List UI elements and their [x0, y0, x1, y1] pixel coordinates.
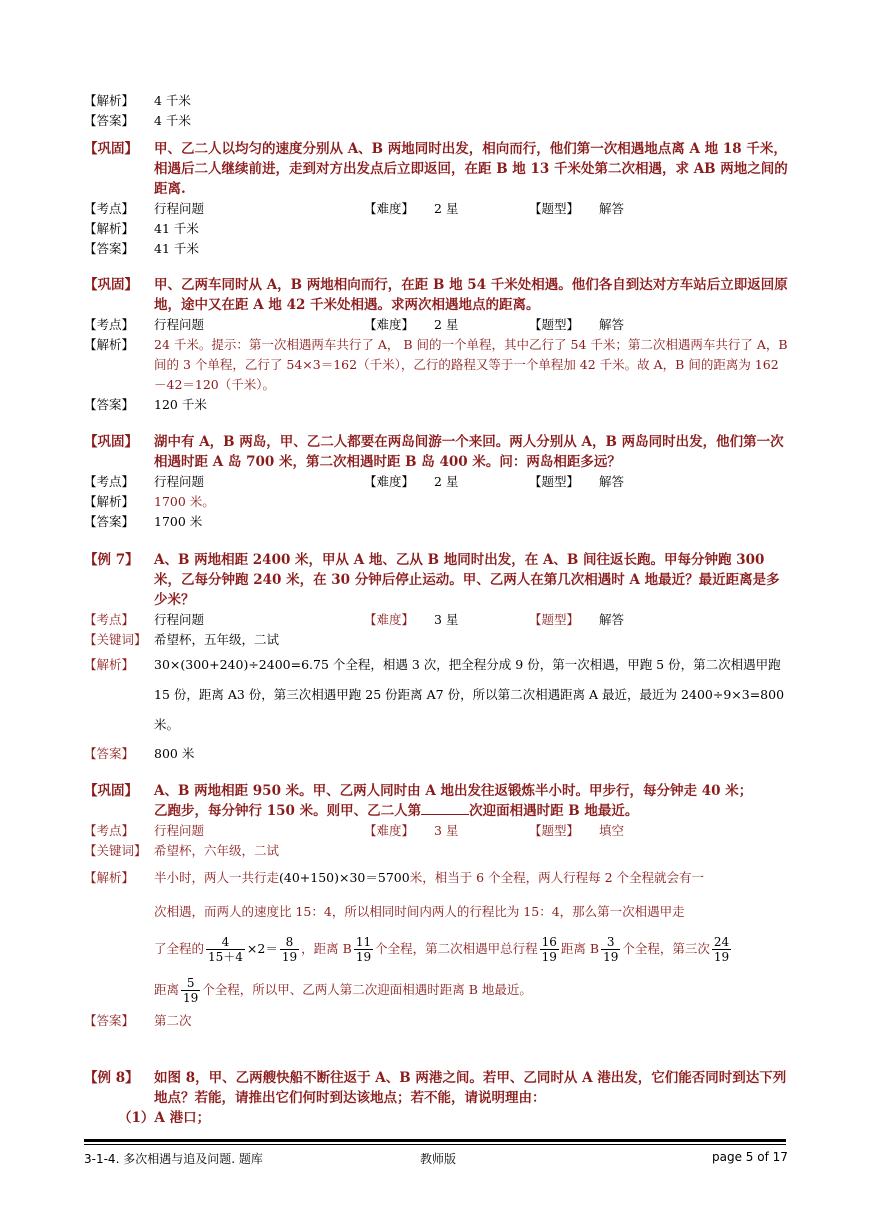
- daan-text: 第二次: [154, 1013, 192, 1028]
- jiexi-text: 24 千米。提示：第一次相遇两车共行了 A， B 间的一个单程，其中乙行了 54 千米；第二次相遇两车共行了 A，B 间的 3 个单程，乙行了 54×3＝162（千米），乙行的路程又等于一个单程加 42 千米。故 A，B 间的距离为 162－42＝120（千米）。: [154, 337, 788, 392]
- kaodian-label: 【考点】: [84, 474, 135, 489]
- jiexi-line1c: 米，相当于 6 个全程，两人行程每 2 个全程就会有一: [409, 870, 705, 885]
- question-lead: 【巩固】: [84, 434, 138, 450]
- jiexi-line3: [154, 929, 789, 969]
- footer-page-number: page 5 of 17: [712, 1150, 788, 1164]
- footer-center: 教师版: [420, 1152, 457, 1166]
- block-answer-prev: [84, 91, 789, 131]
- tixing-value: 解答: [599, 317, 625, 332]
- block-gonggu-1: [84, 139, 789, 259]
- guanjianci-text: 希望杯，六年级，二试: [154, 843, 280, 858]
- tixing-value: 解答: [599, 612, 625, 627]
- kaodian-value: 行程问题: [154, 612, 205, 627]
- question-text: A、B 两地相距 2400 米，甲从 A 地、乙从 B 地同时出发，在 A、B 间往返长跑。甲每分钟跑 300 米，乙每分钟跑 240 米，在 30 分钟后停止运动。甲、乙两人在第几次相遇时 A 地最近？最近距离是多少米？: [154, 552, 780, 608]
- daan-text: 120 千米: [154, 397, 207, 412]
- kaodian-label: 【考点】: [84, 201, 135, 216]
- fraction: [354, 935, 373, 964]
- frac-num: 8: [280, 935, 299, 950]
- nandu-value: 2 星: [434, 317, 459, 332]
- question-text: 湖中有 A，B 两岛，甲、乙二人都要在两岛间游一个来回。两人分别从 A，B 两岛同时出发，他们第一次相遇时距 A 岛 700 米，第二次相遇时距 B 岛 400 米。问：两岛相距多远？: [154, 434, 784, 470]
- nandu-label: 【难度】: [364, 317, 415, 332]
- question-lead: 【巩固】: [84, 783, 138, 799]
- daan-label: 【答案】: [84, 397, 135, 412]
- guanjianci-label: 【关键词】: [84, 843, 147, 858]
- block-gonggu-2: [84, 275, 789, 415]
- jiexi-line2: 次相遇，而两人的速度比 15：4，所以相同时间内两人的行程比为 15：4，那么第一次相遇甲走: [154, 904, 685, 919]
- block-gonggu-3: [84, 432, 789, 532]
- frac-den: 19: [713, 950, 730, 964]
- jiexi-label: 【解析】: [84, 494, 135, 509]
- daan-text: 1700 米: [154, 514, 203, 529]
- guanjianci-label: 【关键词】: [84, 632, 147, 647]
- footer-rule-thick: [84, 1139, 786, 1142]
- kaodian-value: 行程问题: [154, 201, 205, 216]
- jiexi-line1a: 半小时，两人一共行走: [154, 870, 280, 885]
- frac-num: 3: [601, 935, 620, 950]
- fraction: [181, 976, 200, 1005]
- tixing-label: 【题型】: [529, 612, 580, 627]
- daan-text: 41 千米: [154, 241, 199, 256]
- jiexi-line4b: 个全程，所以甲、乙两人第二次迎面相遇时距离 B 地最近。: [202, 982, 532, 997]
- nandu-label: 【难度】: [364, 823, 415, 838]
- frac-den: 15＋4: [208, 950, 243, 964]
- jiexi-line3a: 了全程的: [154, 941, 205, 956]
- daan-label: 【答案】: [84, 113, 135, 128]
- block-gonggu-4: [84, 781, 789, 1031]
- jiexi-line3d: 个全程，第二次相遇甲总行程: [375, 941, 538, 956]
- tixing-value: 解答: [599, 201, 625, 216]
- nandu-label: 【难度】: [364, 612, 415, 627]
- jiexi-formula: (40+150)×30＝5700: [279, 870, 410, 885]
- frac-den: 19: [603, 950, 619, 964]
- fraction: [712, 935, 731, 964]
- kaodian-label: 【考点】: [84, 317, 135, 332]
- kaodian-value: 行程问题: [154, 474, 205, 489]
- jiexi-line3b: ×2＝: [246, 941, 278, 956]
- jiexi-line3c: ，距离 B: [301, 941, 352, 956]
- jiexi-text: 41 千米: [154, 221, 199, 236]
- jiexi-text: 1700 米。: [154, 494, 215, 509]
- question-text-line2a: 乙跑步，每分钟行 150 米。则甲、乙二人第: [154, 803, 422, 819]
- frac-num: 5: [181, 976, 200, 991]
- jiexi-text: 30×(300+240)÷2400=6.75 个全程，相遇 3 次，把全程分成 9 份，第一次相遇，甲跑 5 份，第二次相遇甲跑 15 份，距离 A3 份，第三次相遇甲跑 25 份距离 A7 份，所以第二次相遇距离 A 最近，最近为 2400÷9×3=800 米。: [154, 657, 785, 732]
- jiexi-label: 【解析】: [84, 657, 135, 672]
- question-lead: 【例 8】: [84, 1070, 139, 1086]
- frac-num: 4: [206, 935, 245, 950]
- daan-label: 【答案】: [84, 514, 135, 529]
- frac-den: 19: [183, 991, 199, 1005]
- kaodian-value: 行程问题: [154, 317, 205, 332]
- nandu-value: 2 星: [434, 201, 459, 216]
- nandu-label: 【难度】: [364, 201, 415, 216]
- frac-num: 24: [713, 935, 730, 949]
- question-lead: 【巩固】: [84, 277, 138, 293]
- nandu-value: 2 星: [434, 474, 459, 489]
- kaodian-label: 【考点】: [84, 612, 135, 627]
- kaodian-label: 【考点】: [84, 823, 135, 838]
- footer-rule-thin: [84, 1144, 786, 1145]
- guanjianci-text: 希望杯，五年级，二试: [154, 632, 280, 647]
- jiexi-block: [84, 861, 789, 1011]
- jiexi-line3e: 距离 B: [560, 941, 600, 956]
- jiexi-label: 【解析】: [84, 870, 135, 885]
- frac-den: 19: [355, 950, 372, 964]
- question-text: 甲、乙两车同时从 A，B 两地相向而行，在距 B 地 54 千米处相遇。他们各自到达对方车站后立即返回原地，途中又在距 A 地 42 千米处相遇。求两次相遇地点的距离。: [154, 277, 788, 313]
- tixing-label: 【题型】: [529, 474, 580, 489]
- tixing-label: 【题型】: [529, 317, 580, 332]
- tixing-label: 【题型】: [529, 201, 580, 216]
- kaodian-value: 行程问题: [154, 823, 205, 838]
- daan-label: 【答案】: [84, 241, 135, 256]
- nandu-value: 3 星: [434, 612, 459, 627]
- question-text-line1: A、B 两地相距 950 米。甲、乙两人同时由 A 地出发往返锻炼半小时。甲步行，每分钟走 40 米；: [154, 783, 753, 799]
- frac-num: 16: [541, 935, 557, 949]
- jiexi-label: 【解析】: [84, 93, 135, 108]
- block-example-7: [84, 550, 789, 764]
- jiexi-label: 【解析】: [84, 337, 135, 352]
- fraction: [601, 935, 620, 964]
- question-lead: 【例 7】: [84, 552, 139, 568]
- daan-label: 【答案】: [84, 746, 135, 761]
- footer-left: 3-1-4. 多次相遇与追及问题. 题库: [84, 1152, 263, 1166]
- question-lead: 【巩固】: [84, 141, 138, 157]
- jiexi-label: 【解析】: [84, 221, 135, 236]
- frac-num: 11: [355, 935, 372, 949]
- jiexi-line3f: 个全程，第三次: [622, 941, 710, 956]
- tixing-label: 【题型】: [529, 823, 580, 838]
- daan-label: 【答案】: [84, 1013, 135, 1028]
- jiexi-line4a: 距离: [154, 982, 180, 997]
- frac-den: 19: [541, 950, 557, 964]
- fraction: [280, 935, 299, 964]
- daan-text: 4 千米: [154, 113, 191, 128]
- jiexi-text: 4 千米: [154, 93, 191, 108]
- nandu-label: 【难度】: [364, 474, 415, 489]
- fraction: [540, 935, 559, 964]
- jiexi-line4: [154, 969, 789, 1011]
- nandu-value: 3 星: [434, 823, 459, 838]
- frac-den: 19: [281, 950, 298, 964]
- daan-text: 800 米: [154, 746, 195, 761]
- tixing-value: 填空: [599, 823, 625, 838]
- question-subpart: （1）A 港口；: [118, 1110, 211, 1126]
- block-example-8: [84, 1068, 789, 1128]
- tixing-value: 解答: [599, 474, 625, 489]
- question-text-line2b: 次迎面相遇时距 B 地最近。: [469, 803, 639, 819]
- question-text: 如图 8，甲、乙两艘快船不断往返于 A、B 两港之间。若甲、乙同时从 A 港出发，它们能否同时到达下列地点？若能，请推出它们何时到达该地点；若不能，请说明理由：: [154, 1070, 787, 1106]
- fill-blank: [421, 802, 469, 815]
- fraction: [206, 935, 245, 964]
- question-text: 甲、乙二人以均匀的速度分别从 A、B 两地同时出发，相向而行，他们第一次相遇地点离 A 地 18 千米，相遇后二人继续前进，走到对方出发点后立即返回，在距 B 地 13 千米处第二次相遇，求 AB 两地之间的距离.: [154, 141, 788, 197]
